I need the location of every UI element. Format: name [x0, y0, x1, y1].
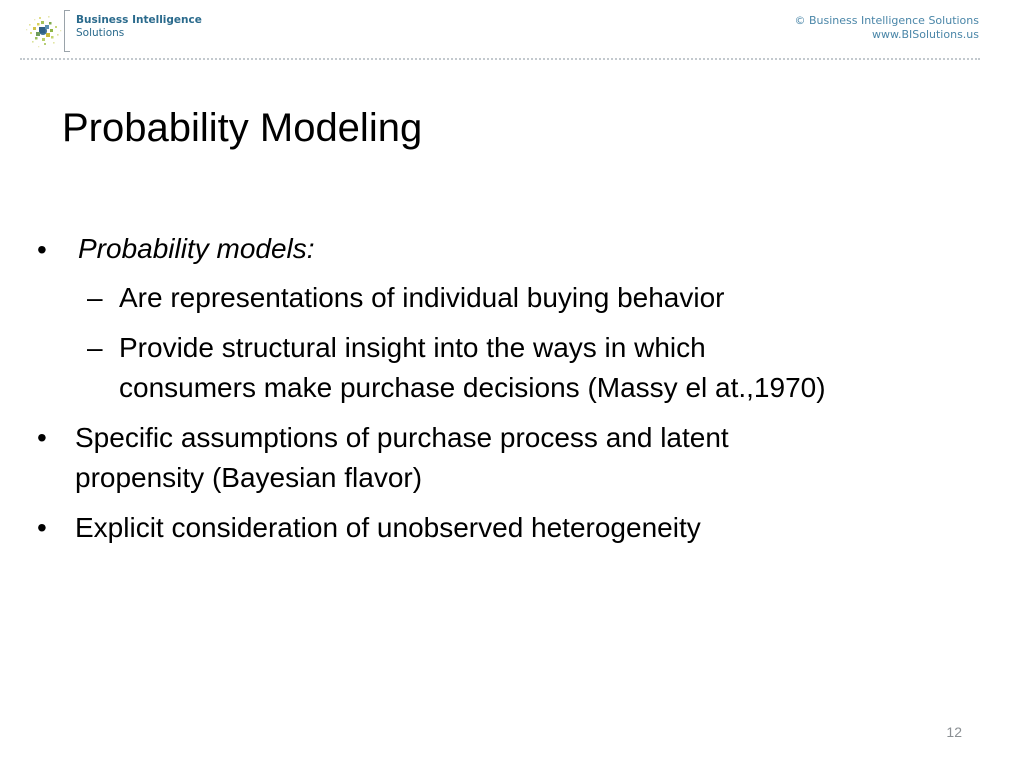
page-number: 12	[946, 724, 962, 740]
sub-bullet-marker: –	[87, 282, 103, 313]
copyright-notice	[794, 14, 979, 42]
bullet-marker: •	[37, 234, 47, 265]
bullet-text: Probability models:	[78, 233, 315, 264]
bullet-text: Explicit consideration of unobserved heterogeneity	[75, 512, 701, 543]
slide-title: Probability Modeling	[62, 106, 423, 150]
logo-divider	[64, 10, 70, 52]
bullet-text: propensity (Bayesian flavor)	[75, 462, 423, 493]
header-divider	[20, 58, 980, 60]
business-intelligence-logo-icon	[20, 8, 66, 54]
logo-text	[76, 14, 202, 40]
sub-bullet-text: consumers make purchase decisions (Massy el at.,1970)	[119, 372, 826, 403]
bullet-marker: •	[37, 422, 47, 453]
bullet-text: Specific assumptions of purchase process and latent	[75, 422, 729, 453]
sub-bullet-text: Are representations of individual buying behavior	[119, 282, 725, 313]
logo-name: Business Intelligence	[76, 14, 202, 26]
company-logo	[20, 8, 210, 54]
sub-bullet-text: Provide structural insight into the ways in which	[119, 332, 706, 363]
bullet-marker: •	[37, 512, 47, 543]
sub-bullet-marker: –	[87, 332, 103, 363]
logo-subtitle: Solutions	[76, 27, 125, 39]
website-line: www.BISolutions.us	[871, 28, 979, 41]
copyright-line: © Business Intelligence Solutions	[794, 14, 979, 27]
